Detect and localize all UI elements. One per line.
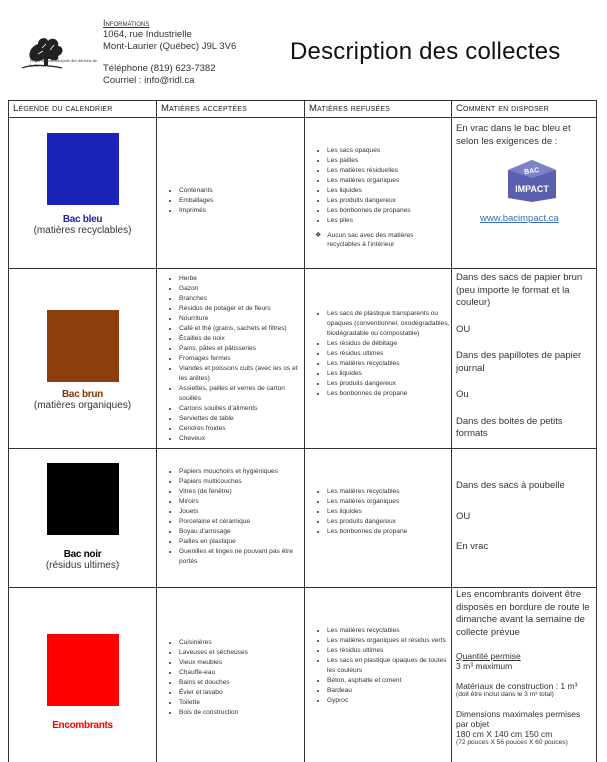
how-cell-blue xyxy=(452,118,597,269)
how-line: En vrac xyxy=(456,541,489,552)
list-item: • Les liquides xyxy=(327,369,451,379)
list-item: • Les produits dangereux xyxy=(327,517,451,527)
refused-list xyxy=(305,309,451,399)
construction-note: (doit être inclut dans le 3 m³ total) xyxy=(456,691,554,698)
page-title: Description des collectes xyxy=(290,38,561,65)
list-item: • Café et thé (grains, sachets et filtres) xyxy=(179,324,304,334)
list-item: • Vitres (de fenêtre) xyxy=(179,487,304,497)
list-item: • Gyproc xyxy=(327,696,451,706)
list-item: • Les matières recyclables xyxy=(327,487,451,497)
how-line: Dans des boites de petits formats xyxy=(456,415,563,439)
list-item: • Béton, asphalte et ciment xyxy=(327,676,451,686)
info-heading: Informations xyxy=(103,18,150,28)
how-cell-red xyxy=(452,588,597,762)
list-item: • Guenilles et linges ne pouvant pas être portés xyxy=(179,547,304,567)
accepted-list xyxy=(157,274,304,444)
list-item: • Cartons souillés d’aliments xyxy=(179,404,304,414)
list-item: • Les matières recyclables xyxy=(327,359,451,369)
list-item: • Les résidus de débitage xyxy=(327,339,451,349)
construction: Matériaux de construction : 1 m³ xyxy=(456,681,578,691)
how-line: Dans des sacs de papier brun (peu importe le format et la couleur) xyxy=(456,272,583,308)
list-item: • Bains et douches xyxy=(179,678,304,688)
list-item: • Résidus de potager et de fleurs xyxy=(179,304,304,314)
email: Courriel : info@ridl.ca xyxy=(103,75,195,86)
how-line: Ou xyxy=(456,389,469,400)
list-item: • Cheveux xyxy=(179,434,304,444)
table-row-blue xyxy=(9,118,597,269)
list-item: • Chauffe-eau xyxy=(179,668,304,678)
refused-note xyxy=(305,232,451,249)
list-item: • Bois de construction xyxy=(179,708,304,718)
refused-list xyxy=(305,626,451,706)
table-row-brown xyxy=(9,269,597,449)
tree-logo-icon xyxy=(18,32,96,78)
list-item: • Écailles de noix xyxy=(179,334,304,344)
svg-text:BAC: BAC xyxy=(523,166,540,177)
legend-cell-red xyxy=(9,588,157,762)
list-item: • Branches xyxy=(179,294,304,304)
accepted-list xyxy=(157,467,304,567)
list-item: • Les produits dangereux xyxy=(327,379,451,389)
list-item: • Imprimés xyxy=(179,206,304,216)
list-item: • Porcelaine et céramique xyxy=(179,517,304,527)
bin-name-blue: Bac bleu xyxy=(62,214,103,225)
blue-bin-swatch xyxy=(47,133,119,205)
list-item: • Les liquides xyxy=(327,186,451,196)
legend-cell-blue xyxy=(9,118,157,269)
list-item: • Les matières organiques et résidus verts xyxy=(327,636,451,646)
column-header-how: Comment en disposer xyxy=(452,101,597,118)
refused-cell-black xyxy=(305,449,452,588)
bin-name-black: Bac noir xyxy=(63,549,102,560)
column-header-accepted: Matières acceptées xyxy=(157,101,305,118)
list-item: • Laveuses et sécheuses xyxy=(179,648,304,658)
refused-list xyxy=(305,146,451,226)
list-item: • Les bonbonnes de propane xyxy=(327,527,451,537)
how-cell-black xyxy=(452,449,597,588)
list-item: • Les sacs opaques xyxy=(327,146,451,156)
column-header-refused: Matières refusées xyxy=(305,101,452,118)
list-item: • Les liquides xyxy=(327,507,451,517)
accepted-cell-blue xyxy=(157,118,305,269)
svg-text:IMPACT: IMPACT xyxy=(515,184,549,194)
bac-impact-logo-icon xyxy=(502,156,562,204)
list-item: • Les produits dangereux xyxy=(327,196,451,206)
accepted-cell-red xyxy=(157,588,305,762)
list-item: • Les matières résiduelles xyxy=(327,166,451,176)
how-cell-brown xyxy=(452,269,597,449)
address-line1: 1064, rue Industrielle xyxy=(103,29,192,40)
black-bin-swatch xyxy=(47,463,119,535)
list-item: • Vieux meubles xyxy=(179,658,304,668)
list-item: • Viandes et poissons cuits (avec les os et les arêtes) xyxy=(179,364,304,384)
list-item: • Les résidus ultimes xyxy=(327,646,451,656)
list-item: • Boyau d’arrosage xyxy=(179,527,304,537)
how-text: En vrac dans le bac bleu et selon les exigences de : xyxy=(456,123,571,147)
red-bin-swatch xyxy=(47,634,119,706)
bin-name-brown: Bac brun xyxy=(62,389,103,400)
bin-sub-brown: (matières organiques) xyxy=(33,400,132,411)
list-item: • Miroirs xyxy=(179,497,304,507)
accepted-list xyxy=(157,186,304,216)
dims-label: Dimensions maximales permises par objet xyxy=(456,709,581,729)
how-line: OU xyxy=(456,510,471,522)
column-header-legend: Légende du calendrier xyxy=(9,101,157,118)
list-item: • Les matières organiques xyxy=(327,176,451,186)
table-header-row xyxy=(9,101,597,118)
list-item: • Nourriture xyxy=(179,314,304,324)
table-row-black xyxy=(9,449,597,588)
list-item: • Jouets xyxy=(179,507,304,517)
accepted-cell-black xyxy=(157,449,305,588)
list-item: • Les matières organiques xyxy=(327,497,451,507)
brown-bin-swatch xyxy=(47,310,119,382)
list-item: • Cuisinières xyxy=(179,638,304,648)
refused-list xyxy=(305,487,451,537)
refused-cell-red xyxy=(305,588,452,762)
list-item: • Les sacs de plastique transparents ou opaques (conventionnel, oxodégradables, biodégradable ou compostable) xyxy=(327,309,451,339)
contact-info xyxy=(103,17,236,87)
dims-note: (72 pouces X 56 pouces X 60 pouces) xyxy=(456,739,568,746)
list-item: • Emballages xyxy=(179,196,304,206)
bacimpact-link[interactable]: www.bacimpact.ca xyxy=(480,212,559,224)
how-line: Dans des sacs à poubelle xyxy=(456,480,565,491)
legend-cell-black xyxy=(9,449,157,588)
list-item: • Assiettes, pailles et verres de carton souillés xyxy=(179,384,304,404)
list-item: • Évier et lavabo xyxy=(179,688,304,698)
qty-label: Quantité permise xyxy=(456,651,521,661)
bin-sub-black: (résidus ultimes) xyxy=(45,560,120,571)
list-item: • Les résidus ultimes xyxy=(327,349,451,359)
list-item: • Toilette xyxy=(179,698,304,708)
list-item: • Les bonbonnes de propanes xyxy=(327,206,451,216)
list-item: • Cendres froides xyxy=(179,424,304,434)
collection-table xyxy=(8,100,597,762)
how-line: OU xyxy=(456,323,471,335)
how-line: Dans des papillotes de papier journal xyxy=(456,350,582,374)
dims-value: 180 cm X 140 cm 150 cm xyxy=(456,729,553,739)
qty-value: 3 m³ maximum xyxy=(456,661,513,671)
list-item: • Les piles xyxy=(327,216,451,226)
how-intro: Les encombrants doivent être disposés en bordure de route le dimanche avant la semaine de collecte prévue xyxy=(456,589,590,638)
refused-note-text: Aucun sac avec des matières recyclables à l’intérieur xyxy=(327,232,414,248)
logo-caption: Régie intermunicipale des déchets de la Lievre xyxy=(30,58,97,68)
list-item: • Serviettes de table xyxy=(179,414,304,424)
list-item: • Gazon xyxy=(179,284,304,294)
page-header xyxy=(0,0,607,100)
accepted-cell-brown xyxy=(157,269,305,449)
refused-cell-brown xyxy=(305,269,452,449)
list-item: • Papiers multicouches xyxy=(179,477,304,487)
list-item: • Papiers mouchoirs et hygiéniques xyxy=(179,467,304,477)
list-item: • Pains, pâtes et pâtisseries xyxy=(179,344,304,354)
list-item: • Herbe xyxy=(179,274,304,284)
list-item: • Contenants xyxy=(179,186,304,196)
list-item: • Les bonbonnes de propane xyxy=(327,389,451,399)
refused-cell-blue xyxy=(305,118,452,269)
legend-cell-brown xyxy=(9,269,157,449)
bin-name-red: Encombrants xyxy=(52,720,113,731)
list-item: • Les pailles xyxy=(327,156,451,166)
diamond-bullet-icon: ❖ xyxy=(315,232,322,239)
list-item: • Les sacs en plastique opaques de toutes les couleurs xyxy=(327,656,451,676)
bin-sub-blue: (matières recyclables) xyxy=(33,225,132,236)
list-item: • Bardeau xyxy=(327,686,451,696)
list-item: • Pailles en plastique xyxy=(179,537,304,547)
address-line2: Mont-Laurier (Québec) J9L 3V6 xyxy=(103,41,237,52)
list-item: • Les matières recyclables xyxy=(327,626,451,636)
table-row-red xyxy=(9,588,597,762)
phone: Téléphone (819) 623-7382 xyxy=(103,63,216,74)
accepted-list xyxy=(157,638,304,718)
list-item: • Fromages fermes xyxy=(179,354,304,364)
